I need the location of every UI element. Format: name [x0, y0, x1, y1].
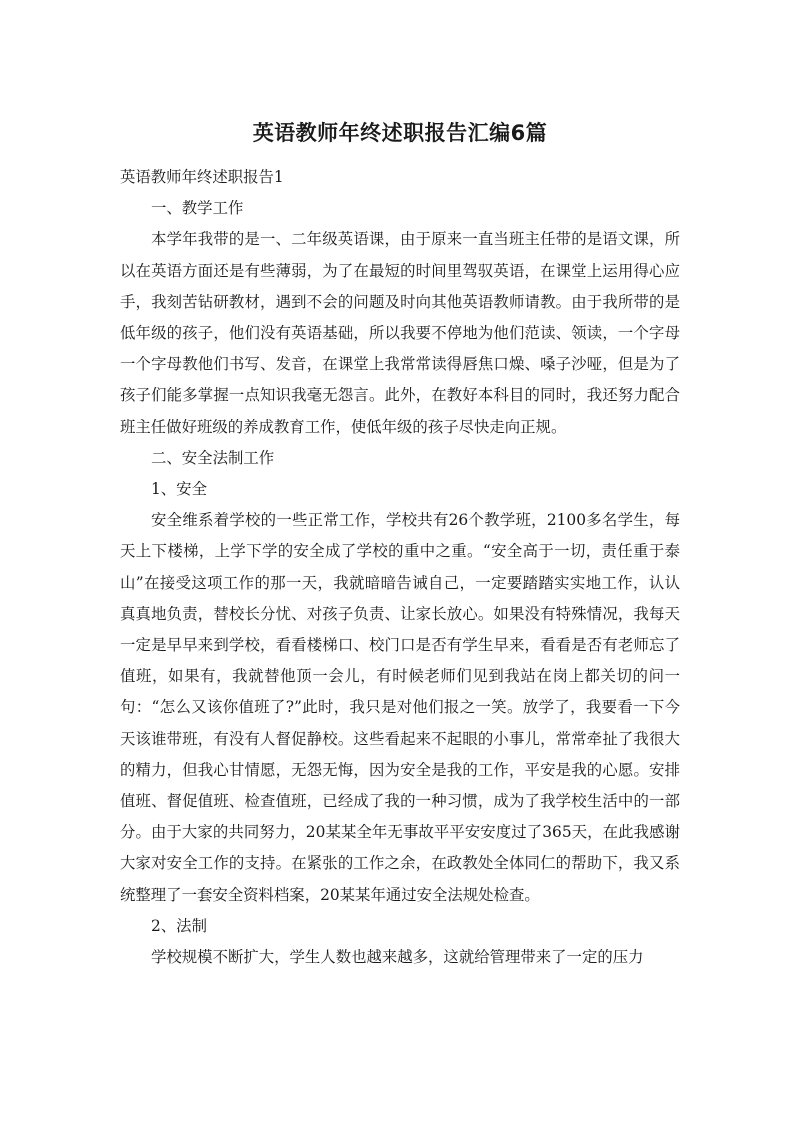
sub1-heading: 1、安全 — [151, 480, 207, 499]
report-heading: 英语教师年终述职报告1 — [120, 168, 284, 186]
section1-body: 本学年我带的是一、二年级英语课，由于原来一直当班主任带的是语文课，所以在英语方面还是有些薄弱，为了在最短的时间里驾驭英语，在课堂上运用得心应手，我刻苦钻研教材，遇到不会的问题及时向其他英语教师请教。由于我所带的是低年级的孩子，他们没有英语基础，所以我要不停地为他们范读、领读，一个字母一个字母教他们书写、发音，在课堂上我常常读得唇焦口燥、嗓子沙哑，但是为了孩子们能多掌握一点知识我毫无怨言。此外，在教好本科目的同时，我还努力配合班主任做好班级的养成教育工作，使低年级的孩子尽快走向正规。 — [120, 230, 680, 436]
sub2-body: 学校规模不断扩大，学生人数也越来越多，这就给管理带来了一定的压力 — [151, 948, 644, 967]
sub1-body: 安全维系着学校的一些正常工作，学校共有26个教学班，2100多名学生，每天上下楼梯，上学下学的安全成了学校的重中之重。“安全高于一切，责任重于泰山”在接受这项工作的那一天，我就暗暗告诫自己，一定要踏踏实实地工作，认认真真地负责，替校长分忧、对孩子负责、让家长放心。如果没有特殊情况，我每天一定是早早来到学校，看看楼梯口、校门口是否有学生早来，看看是否有老师忘了值班，如果有，我就替他顶一会儿，有时候老师们见到我站在岗上都关切的问一句：“怎么又该你值班了?”此时，我只是对他们报之一笑。放学了，我要看一下今天该谁带班，有没有人督促静校。这些看起来不起眼的小事儿，常常牵扯了我很大的精力，但我心甘情愿，无怨无悔，因为安全是我的工作，平安是我的心愿。安排值班、督促值班、检查值班，已经成了我的一种习惯，成为了我学校生活中的一部分。由于大家的共同努力，20某某全年无事故平平安安度过了365天，在此我感谢大家对安全工作的支持。在紧张的工作之余，在政教处全体同仁的帮助下，我又系统整理了一套安全资料档案，20某某年通过安全法规处检查。 — [120, 511, 680, 904]
section1-heading: 一、教学工作 — [151, 199, 244, 218]
section2-heading: 二、安全法制工作 — [151, 448, 275, 467]
document-title: 英语教师年终述职报告汇编6篇 — [252, 121, 548, 145]
sub2-heading: 2、法制 — [151, 916, 207, 935]
document-page — [120, 118, 680, 973]
